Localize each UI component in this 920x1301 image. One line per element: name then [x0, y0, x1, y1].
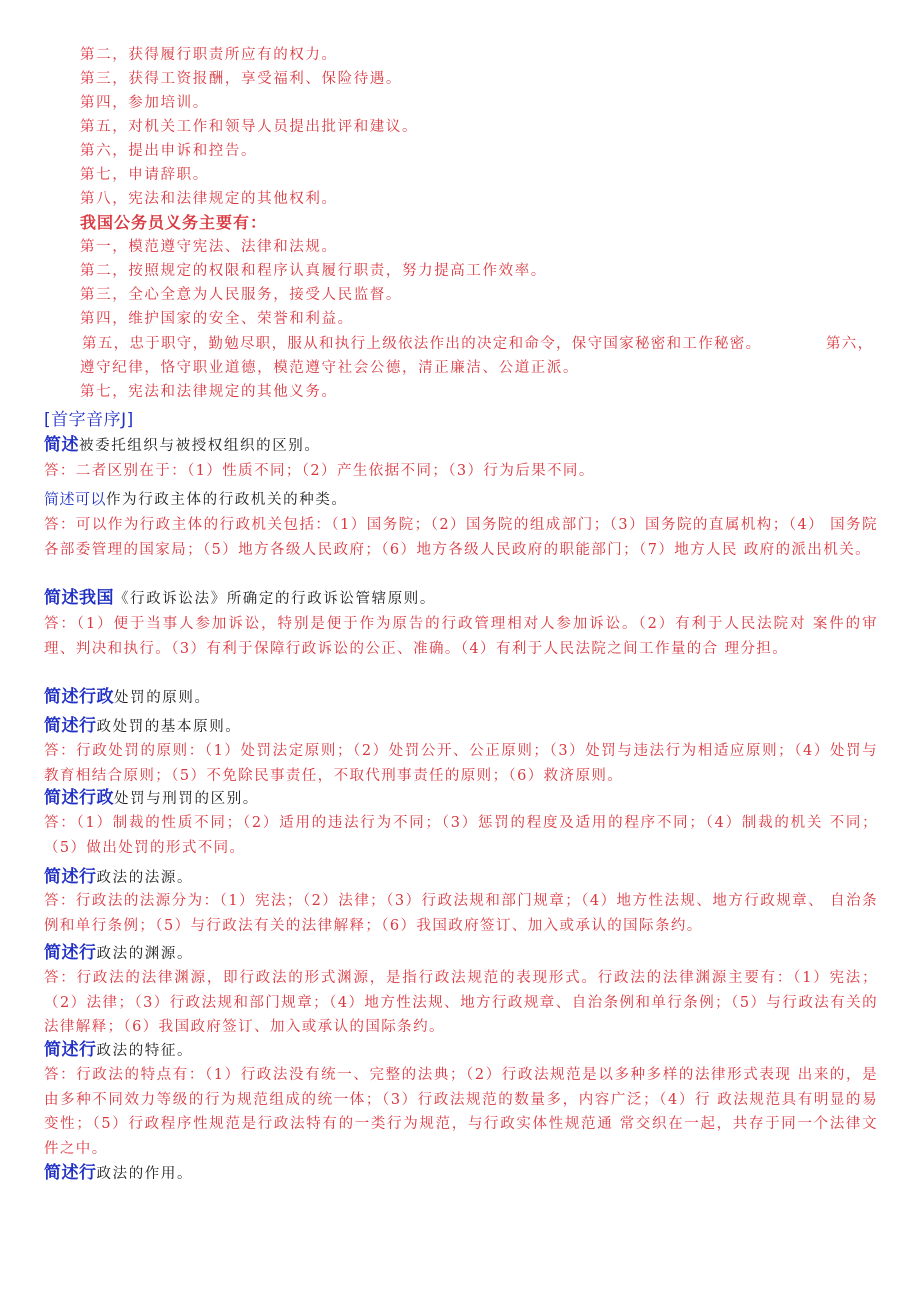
duties-item: 遵守纪律，恪守职业道德，模范遵守社会公德，清正廉洁、公道正派。 [80, 360, 580, 376]
question-text: 《行政诉讼法》所确定的行政诉讼管辖原则。 [114, 591, 436, 607]
answer: 答：行政法的法律渊源，即行政法的形式渊源，是指行政法规范的表现形式。行政法的法律渊源主要有：（1）宪法；（2）法律；（3）行政法规和部门规章；（4）地方性法规、地方行政规章、自治条例和单行条例；（5）与行政法有关的法律解释；（6）我国政府签订、加入或承认的国际条约。 [44, 970, 878, 1035]
rights-item: 第四，参加培训。 [80, 95, 209, 111]
question-text: 政法的特征。 [96, 1043, 194, 1059]
question-key: 简述行政 [44, 788, 114, 808]
duties-item: 第一，模范遵守宪法、法律和法规。 [80, 239, 338, 255]
question [44, 866, 193, 889]
question-key: 简述我国 [44, 588, 114, 608]
answer: 答：行政处罚的原则：（1）处罚法定原则；（2）处罚公开、公正原则；（3）处罚与违法行为相适应原则；（4）处罚与教育相结合原则；（5）不免除民事责任，不取代刑事责任的原则；（6）救济原则。 [44, 743, 878, 784]
question-key: 简述行 [44, 1040, 97, 1060]
rights-item: 第六，提出申诉和控告。 [80, 143, 258, 159]
question-key: 简述行政 [44, 687, 114, 707]
question-text: 处罚的原则。 [114, 690, 211, 706]
answer: 答：（1）便于当事人参加诉讼，特别是便于作为原告的行政管理相对人参加诉讼。（2）有利于人民法院对 案件的审理、判决和执行。（3）有利于保障行政诉讼的公正、准确。（4）有利于人民法院之间工作量的合 理分担。 [44, 616, 878, 657]
question-key: 简述行 [44, 716, 97, 736]
answer: 答：行政法的特点有：（1）行政法没有统一、完整的法典；（2）行政法规范是以多种多样的法律形式表现 出来的，是由多种不同效力等级的行为规范组成的统一体；（3）行政法规范的数量多，内容广泛；（4）行 政法规范具有明显的易变性；（5）行政程序性规范是行政法特有的一类行为规范，与行政实体性规范通 常交织在一起，共存于同一个法律文件之中。 [44, 1067, 878, 1157]
question-key: 简述行 [44, 867, 97, 887]
rights-item: 第三，获得工资报酬，享受福利、保险待遇。 [80, 71, 402, 87]
duties-item: 第四，维护国家的安全、荣誉和利益。 [80, 311, 354, 327]
question [44, 1039, 193, 1062]
question-text: 政处罚的基本原则。 [96, 719, 242, 735]
question [44, 686, 211, 709]
answer: 答：可以作为行政主体的行政机关包括：（1）国务院；（2）国务院的组成部门；（3）国务院的直属机构；（4） 国务院各部委管理的国家局；（5）地方各级人民政府；（6）地方各级人民政府的职能部门；（7）地方人民 政府的派出机关。 [44, 517, 878, 558]
duties-item: 第五，忠于职守，勤勉尽职，服从和执行上级依法作出的决定和命令，保守国家秘密和工作秘密。 [82, 336, 762, 352]
question-key: 简述行 [44, 1163, 97, 1183]
answer: 答：行政法的法源分为：（1）宪法；（2）法律；（3）行政法规和部门规章；（4）地方性法规、地方行政规章、 自治条例和单行条例；（5）与行政法有关的法律解释；（6）我国政府签订、加入或承认的国际条约。 [44, 893, 878, 934]
question-key: 简述 [44, 435, 79, 455]
duties-item: 第七，宪法和法律规定的其他义务。 [80, 384, 338, 400]
question [44, 715, 241, 738]
question-text: 被委托组织与被授权组织的区别。 [79, 438, 321, 454]
question [44, 587, 436, 610]
question [44, 1162, 193, 1185]
answer: 答：（1）制裁的性质不同；（2）适用的违法行为不同；（3）惩罚的程度及适用的程序不同；（4）制裁的机关 不同；（5）做出处罚的形式不同。 [44, 815, 878, 856]
question [44, 942, 193, 965]
question [44, 787, 259, 810]
section-title: [首字音序J] [44, 410, 134, 430]
duties-item: 第三，全心全意为人民服务，接受人民监督。 [80, 287, 402, 303]
question-text: 处罚与刑罚的区别。 [114, 791, 259, 807]
answer: 答：二者区别在于：（1）性质不同；（2）产生依据不同；（3）行为后果不同。 [44, 463, 595, 479]
question [44, 488, 348, 511]
question-text: 政法的渊源。 [96, 946, 194, 962]
duties-item: 第六， [826, 336, 874, 352]
rights-item: 第五，对机关工作和领导人员提出批评和建议。 [80, 119, 419, 135]
rights-item: 第八，宪法和法律规定的其他权利。 [80, 191, 338, 207]
question-key: 简述可以 [44, 490, 107, 508]
duties-item: 第二，按照规定的权限和程序认真履行职责，努力提高工作效率。 [80, 263, 547, 279]
duties-heading: 我国公务员义务主要有： [80, 213, 268, 232]
question-text: 作为行政主体的行政机关的种类。 [106, 492, 348, 508]
question [44, 434, 321, 457]
question-text: 政法的作用。 [96, 1166, 194, 1182]
question-key: 简述行 [44, 943, 97, 963]
question-text: 政法的法源。 [96, 870, 194, 886]
rights-item: 第二，获得履行职责所应有的权力。 [80, 47, 338, 63]
rights-item: 第七，申请辞职。 [80, 167, 209, 183]
